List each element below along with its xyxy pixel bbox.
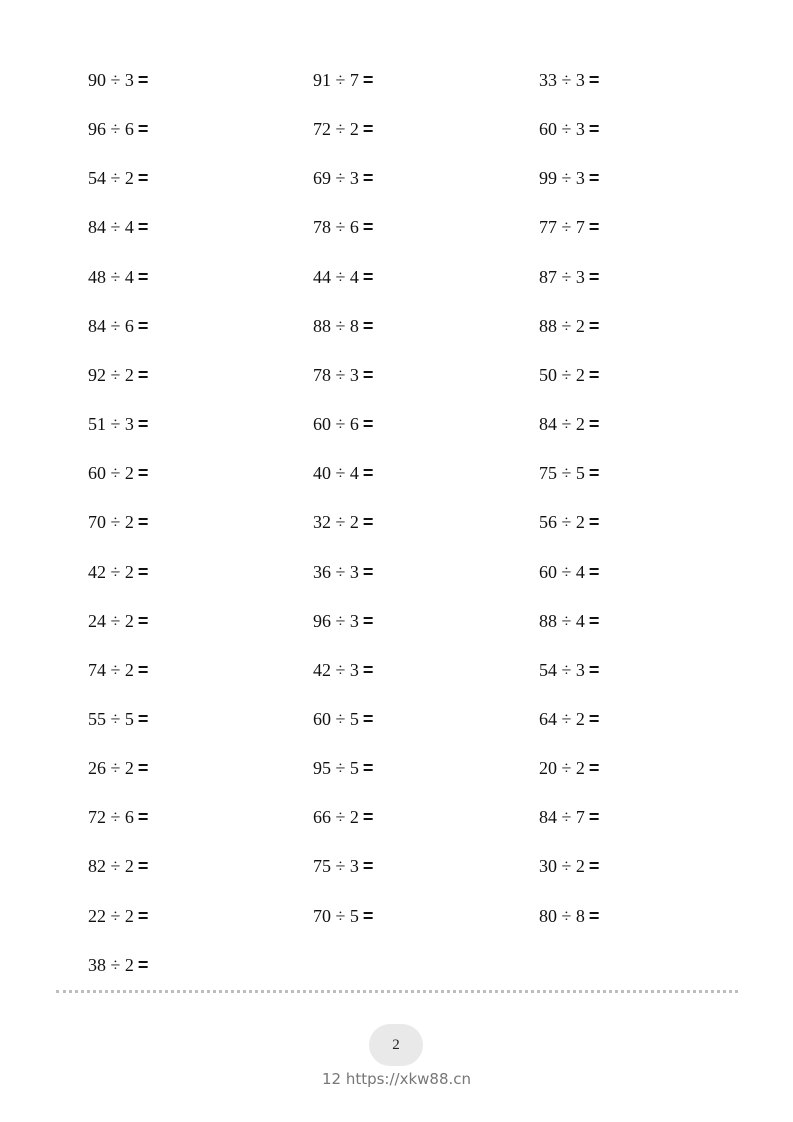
equals-sign: = <box>137 512 149 533</box>
equals-sign: = <box>362 70 374 90</box>
equals-sign: = <box>137 414 149 435</box>
division-problem <box>88 906 148 926</box>
equals-sign: = <box>362 807 374 828</box>
equals-sign: = <box>588 315 600 336</box>
problem-expression: 60 ÷ 2 <box>88 463 134 484</box>
problem-expression: 72 ÷ 2 <box>313 119 359 140</box>
equals-sign: = <box>137 119 149 140</box>
equals-sign: = <box>588 856 600 877</box>
equals-sign: = <box>362 266 374 287</box>
division-problem <box>88 660 148 680</box>
problem-expression: 91 ÷ 7 <box>313 70 359 90</box>
equals-sign: = <box>137 807 149 828</box>
division-problem <box>539 365 599 385</box>
problem-expression: 60 ÷ 6 <box>313 414 359 435</box>
equals-sign: = <box>588 217 600 238</box>
problem-expression: 84 ÷ 7 <box>539 807 585 828</box>
equals-sign: = <box>588 119 600 140</box>
division-problem <box>313 365 373 385</box>
division-problem <box>313 562 373 582</box>
problem-expression: 51 ÷ 3 <box>88 414 134 435</box>
division-problem <box>313 70 373 90</box>
equals-sign: = <box>137 610 149 631</box>
equals-sign: = <box>137 168 149 189</box>
division-problem <box>539 856 599 876</box>
division-problem <box>539 217 599 237</box>
problem-expression: 33 ÷ 3 <box>539 70 585 90</box>
equals-sign: = <box>362 414 374 435</box>
equals-sign: = <box>137 364 149 385</box>
problem-expression: 84 ÷ 6 <box>88 315 134 336</box>
division-problem <box>88 267 148 287</box>
problem-expression: 44 ÷ 4 <box>313 266 359 287</box>
division-problem <box>539 70 599 90</box>
equals-sign: = <box>362 856 374 877</box>
division-problem <box>88 168 148 188</box>
division-problem <box>539 611 599 631</box>
equals-sign: = <box>362 315 374 336</box>
equals-sign: = <box>362 119 374 140</box>
equals-sign: = <box>588 905 600 926</box>
division-problem <box>313 217 373 237</box>
division-problem <box>539 414 599 434</box>
division-problem <box>539 807 599 827</box>
division-problem <box>313 119 373 139</box>
equals-sign: = <box>137 217 149 238</box>
problem-expression: 78 ÷ 3 <box>313 364 359 385</box>
problem-expression: 82 ÷ 2 <box>88 856 134 877</box>
division-problem <box>539 463 599 483</box>
division-problem <box>313 709 373 729</box>
equals-sign: = <box>137 266 149 287</box>
problem-expression: 77 ÷ 7 <box>539 217 585 238</box>
equals-sign: = <box>137 561 149 582</box>
problem-expression: 66 ÷ 2 <box>313 807 359 828</box>
equals-sign: = <box>137 708 149 729</box>
problem-expression: 90 ÷ 3 <box>88 70 134 90</box>
footer-site-text: 12 https://xkw88.cn <box>321 1070 472 1088</box>
problem-expression: 54 ÷ 3 <box>539 659 585 680</box>
problem-expression: 60 ÷ 5 <box>313 708 359 729</box>
division-problem <box>539 906 599 926</box>
division-problem <box>539 267 599 287</box>
page-number: 2 <box>392 1036 400 1053</box>
division-problem <box>88 217 148 237</box>
equals-sign: = <box>137 856 149 877</box>
equals-sign: = <box>362 168 374 189</box>
division-problem <box>88 856 148 876</box>
equals-sign: = <box>362 512 374 533</box>
equals-sign: = <box>588 659 600 680</box>
problem-expression: 38 ÷ 2 <box>88 954 134 975</box>
problem-expression: 78 ÷ 6 <box>313 217 359 238</box>
problem-expression: 88 ÷ 8 <box>313 315 359 336</box>
equals-sign: = <box>588 168 600 189</box>
equals-sign: = <box>137 659 149 680</box>
division-problem <box>539 562 599 582</box>
problem-expression: 42 ÷ 3 <box>313 659 359 680</box>
division-problem <box>88 807 148 827</box>
equals-sign: = <box>137 315 149 336</box>
equals-sign: = <box>362 561 374 582</box>
problem-expression: 96 ÷ 3 <box>313 610 359 631</box>
problem-expression: 69 ÷ 3 <box>313 168 359 189</box>
division-problem <box>539 512 599 532</box>
division-problem <box>313 611 373 631</box>
problem-expression: 72 ÷ 6 <box>88 807 134 828</box>
problem-expression: 99 ÷ 3 <box>539 168 585 189</box>
division-problem <box>539 709 599 729</box>
problem-expression: 48 ÷ 4 <box>88 266 134 287</box>
division-problem <box>313 316 373 336</box>
problem-expression: 50 ÷ 2 <box>539 364 585 385</box>
division-problem <box>313 758 373 778</box>
dotted-divider <box>56 990 738 993</box>
equals-sign: = <box>588 266 600 287</box>
division-problem <box>88 562 148 582</box>
equals-sign: = <box>362 364 374 385</box>
equals-sign: = <box>137 954 149 975</box>
division-problem <box>88 316 148 336</box>
division-problem <box>539 168 599 188</box>
problem-expression: 30 ÷ 2 <box>539 856 585 877</box>
division-problem <box>313 807 373 827</box>
page-number-badge <box>369 1024 423 1066</box>
division-problem <box>88 758 148 778</box>
division-problem <box>313 267 373 287</box>
problem-expression: 22 ÷ 2 <box>88 905 134 926</box>
equals-sign: = <box>137 758 149 779</box>
equals-sign: = <box>362 463 374 484</box>
equals-sign: = <box>588 463 600 484</box>
division-problem <box>88 955 148 975</box>
problem-expression: 88 ÷ 4 <box>539 610 585 631</box>
problem-expression: 70 ÷ 2 <box>88 512 134 533</box>
problem-expression: 80 ÷ 8 <box>539 905 585 926</box>
division-problem <box>88 365 148 385</box>
division-problem <box>88 512 148 532</box>
division-problem <box>88 70 148 90</box>
division-problem <box>88 463 148 483</box>
equals-sign: = <box>362 758 374 779</box>
problem-expression: 84 ÷ 4 <box>88 217 134 238</box>
equals-sign: = <box>588 512 600 533</box>
division-problem <box>539 119 599 139</box>
equals-sign: = <box>362 659 374 680</box>
problem-expression: 88 ÷ 2 <box>539 315 585 336</box>
problem-expression: 64 ÷ 2 <box>539 708 585 729</box>
division-problem <box>313 660 373 680</box>
equals-sign: = <box>588 758 600 779</box>
division-problem <box>88 414 148 434</box>
problem-expression: 75 ÷ 3 <box>313 856 359 877</box>
problem-expression: 56 ÷ 2 <box>539 512 585 533</box>
division-problem <box>313 168 373 188</box>
problem-expression: 84 ÷ 2 <box>539 414 585 435</box>
division-problem <box>539 660 599 680</box>
division-problem <box>88 709 148 729</box>
division-problem <box>539 758 599 778</box>
equals-sign: = <box>362 217 374 238</box>
problem-expression: 87 ÷ 3 <box>539 266 585 287</box>
problem-expression: 40 ÷ 4 <box>313 463 359 484</box>
problem-expression: 75 ÷ 5 <box>539 463 585 484</box>
division-problem <box>313 906 373 926</box>
division-problem <box>313 856 373 876</box>
equals-sign: = <box>137 70 149 90</box>
division-problem <box>313 512 373 532</box>
equals-sign: = <box>362 610 374 631</box>
problem-expression: 54 ÷ 2 <box>88 168 134 189</box>
problem-expression: 74 ÷ 2 <box>88 659 134 680</box>
problem-expression: 60 ÷ 3 <box>539 119 585 140</box>
equals-sign: = <box>588 610 600 631</box>
equals-sign: = <box>137 463 149 484</box>
division-problem <box>313 463 373 483</box>
division-problem <box>88 119 148 139</box>
equals-sign: = <box>588 70 600 90</box>
problem-expression: 24 ÷ 2 <box>88 610 134 631</box>
problem-expression: 26 ÷ 2 <box>88 758 134 779</box>
problem-expression: 92 ÷ 2 <box>88 364 134 385</box>
division-problem <box>313 414 373 434</box>
division-problem <box>88 611 148 631</box>
problem-expression: 96 ÷ 6 <box>88 119 134 140</box>
problem-expression: 55 ÷ 5 <box>88 708 134 729</box>
problem-expression: 70 ÷ 5 <box>313 905 359 926</box>
equals-sign: = <box>137 905 149 926</box>
equals-sign: = <box>588 807 600 828</box>
equals-sign: = <box>588 561 600 582</box>
equals-sign: = <box>588 364 600 385</box>
equals-sign: = <box>588 708 600 729</box>
equals-sign: = <box>362 905 374 926</box>
problem-expression: 95 ÷ 5 <box>313 758 359 779</box>
equals-sign: = <box>362 708 374 729</box>
problem-expression: 60 ÷ 4 <box>539 561 585 582</box>
problem-expression: 42 ÷ 2 <box>88 561 134 582</box>
problem-expression: 36 ÷ 3 <box>313 561 359 582</box>
problem-expression: 32 ÷ 2 <box>313 512 359 533</box>
problem-expression: 20 ÷ 2 <box>539 758 585 779</box>
equals-sign: = <box>588 414 600 435</box>
division-problem <box>539 316 599 336</box>
